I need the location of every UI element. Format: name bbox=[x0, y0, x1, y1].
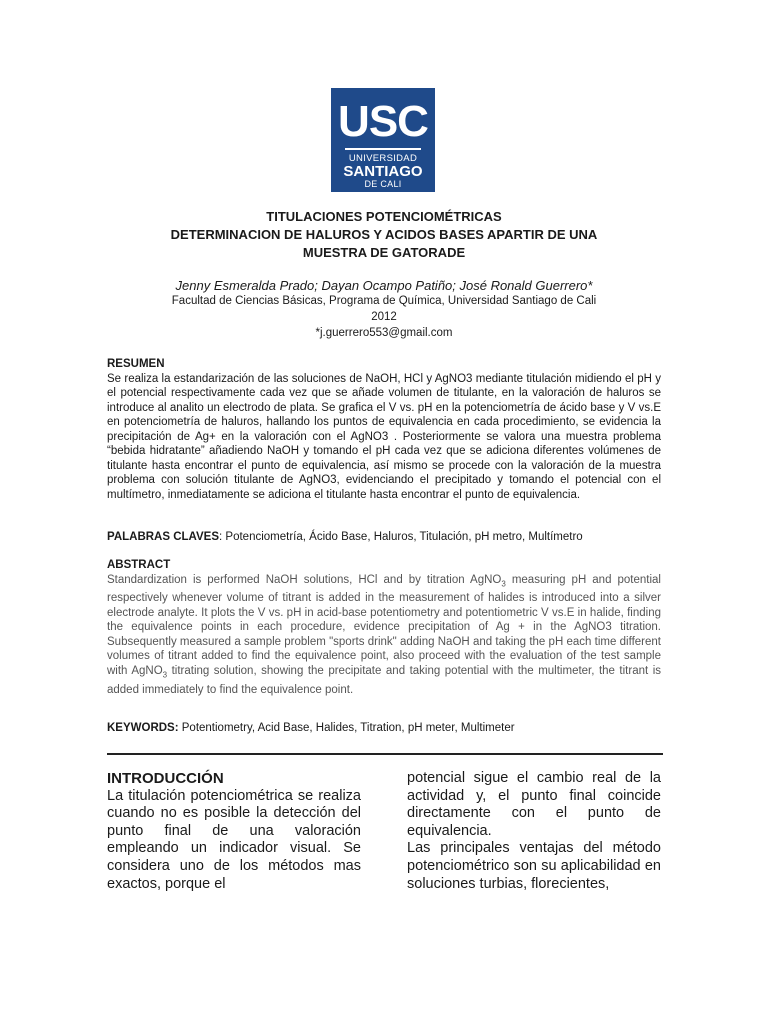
title-line-3: MUESTRA DE GATORADE bbox=[302, 245, 466, 260]
resumen-heading: RESUMEN bbox=[107, 358, 165, 370]
keywords bbox=[107, 721, 661, 736]
resumen-section bbox=[107, 357, 661, 502]
logo-line-3: DE CALI bbox=[364, 179, 402, 189]
section-divider bbox=[107, 753, 663, 755]
title-line-2: DETERMINACION DE HALUROS Y ACIDOS BASES APARTIR DE UNA bbox=[170, 227, 598, 242]
abstract-part-3: titrating solution, showing the precipitate and taking potential with the multimeter, the titrant is added immediately to find the equivalence point. bbox=[107, 664, 662, 696]
keywords-label: KEYWORDS: bbox=[107, 722, 179, 734]
affiliation-block bbox=[100, 293, 668, 341]
paper-title bbox=[100, 208, 668, 262]
year: 2012 bbox=[371, 311, 397, 323]
palabras-text: : Potenciometría, Ácido Base, Haluros, Titulación, pH metro, Multímetro bbox=[219, 531, 583, 543]
abstract-text bbox=[107, 573, 661, 698]
email: *j.guerrero553@gmail.com bbox=[315, 327, 453, 339]
resumen-text: Se realiza la estandarización de las soluciones de NaOH, HCl y AgNO3 mediante titulación midiendo el pH y el potencial respectivamente cada vez que se añade volumen de titulante, en la valoración de haluros se introduce al analito un electrodo de plata. Se grafica el V vs. pH en la potenciometría de ácido base y V vs.E en potenciometría de haluros, hallando los puntos de equivalencia en cada procedimiento, se evidencia la precipitación de Ag+ en la valoración con el AgNO3 . Posteriormente se valora una muestra problema “bebida hidratante” añadiendo NaOH y tomando el pH cada vez que se adiciona diferentes volúmenes de titulante hasta encontrar el punto de equivalencia, así mismo se procede con la valoración de la muestra problema con solución titulante de AgNO3, evidenciando el precipitado y tomando el potencial con el multímetro, inmediatamente se adiciona el titulante hasta encontrar el punto de equivalencia. bbox=[107, 372, 661, 501]
logo-line-1: UNIVERSIDAD bbox=[348, 153, 418, 164]
affiliation: Facultad de Ciencias Básicas, Programa de Química, Universidad Santiago de Cali bbox=[171, 295, 597, 307]
intro-right-column bbox=[407, 770, 661, 893]
abstract-sub-2: 3 bbox=[162, 670, 168, 680]
authors: Jenny Esmeralda Prado; Dayan Ocampo Patiño; José Ronald Guerrero* bbox=[175, 278, 593, 293]
logo-acronym: USC bbox=[338, 97, 428, 146]
intro-left-text: La titulación potenciométrica se realiza cuando no es posible la detección del punto final de una valoración empleando un indicador visual. Se considera uno de los métodos mas exactos, porque el bbox=[107, 787, 361, 892]
university-logo bbox=[331, 88, 435, 192]
logo-rule bbox=[345, 148, 421, 150]
logo-line-2: SANTIAGO bbox=[343, 163, 423, 180]
abstract-heading: ABSTRACT bbox=[107, 559, 171, 571]
intro-left-column bbox=[107, 770, 361, 893]
abstract-part-2: measuring pH and potential respectively whenever volume of titrant is added in the measurement of halides is introduced into a silver electrode analyte. It plots the V vs. pH in acid-base potentiometry and potentiometric V vs.E in halide, finding the equivalence points in each procedure, evidence precipitation of Ag + in the AgNO3 titration. Subsequently measured a sample problem "sports drink" adding NaOH and taking the pH each time different volumes of titrant added to find the equivalence point, also proceed with the evaluation of the test sample with AgNO bbox=[107, 573, 661, 677]
title-line-1: TITULACIONES POTENCIOMÉTRICAS bbox=[266, 209, 502, 224]
keywords-text: Potentiometry, Acid Base, Halides, Titration, pH meter, Multimeter bbox=[178, 722, 515, 734]
abstract-sub-1: 3 bbox=[501, 578, 506, 588]
abstract-section bbox=[107, 558, 661, 697]
intro-right-paragraph-2: Las principales ventajas del método potenciométrico son su aplicabilidad en soluciones turbias, florecientes, bbox=[407, 840, 661, 892]
palabras-claves bbox=[107, 530, 661, 545]
intro-heading: INTRODUCCIÓN bbox=[107, 770, 224, 787]
abstract-part-1: Standardization is performed NaOH solutions, HCl and by titration AgNO bbox=[107, 573, 502, 586]
palabras-label: PALABRAS CLAVES bbox=[107, 531, 220, 543]
intro-right-paragraph-1: potencial sigue el cambio real de la actividad y, el punto final coincide directamente con el punto de equivalencia. bbox=[407, 770, 661, 839]
